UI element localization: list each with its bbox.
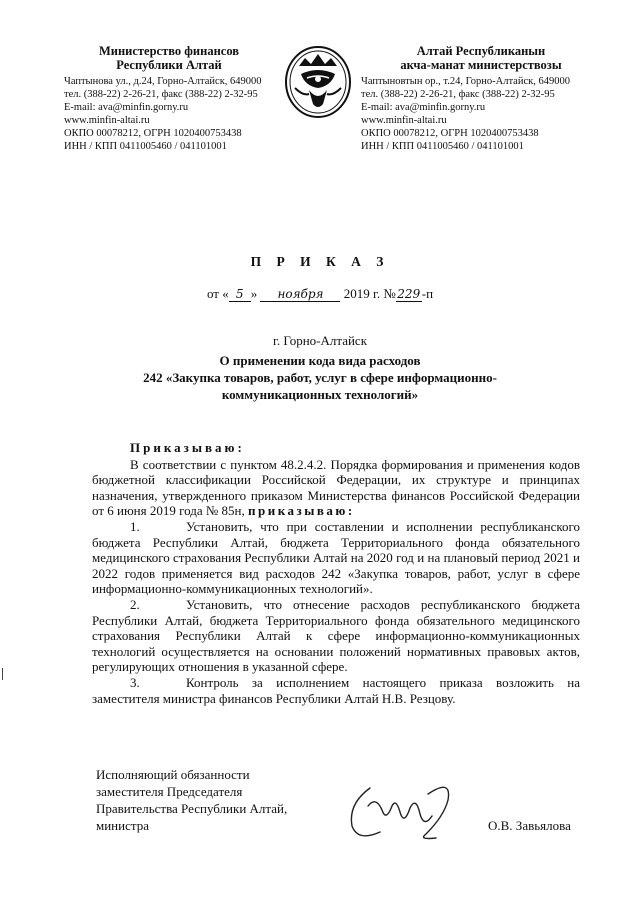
order-item-1 [92,519,580,597]
ministry-email-alt: E-mail: ava@minfin.gorny.ru [361,102,486,113]
ministry-okpo-alt: ОКПО 00078212, ОГРН 1020400753438 [361,128,539,139]
order-heading: Приказываю: [130,440,245,455]
position-line-4: министра [96,818,149,833]
ministry-header-russian [64,44,274,153]
order-month: ноября [260,287,340,302]
item-1-number: 1. [130,518,140,534]
signatory-position [96,766,287,834]
signatory-name: О.В. Завьялова [488,818,571,833]
order-subject [0,352,640,403]
ministry-address-alt: Чаптыновтын ор., т.24, Горно-Алтайск, 649000 [361,76,570,87]
order-date-line [0,286,640,302]
position-line-1: Исполняющий обязанности [96,767,250,782]
order-city: г. Горно-Алтайск [272,333,368,348]
order-body [92,440,580,706]
ministry-inn-alt: ИНН / КПП 0411005460 / 041101001 [361,141,524,152]
intro-emphasis: приказываю: [248,503,355,519]
position-line-3: Правительства Республики Алтай, [96,801,288,816]
ministry-okpo: ОКПО 00078212, ОГРН 1020400753438 [64,128,242,139]
order-day: 5 [229,287,251,302]
order-year: 2019 г. № [343,286,396,301]
intro-text: В соответствии с пунктом 48.2.4.2. Порядка формирования и применения кодов бюджетной классификации Российской Федерации, их структуре и принципах назначения, утвержденного приказом Министерства финансов Российской Федерации от 6 июня 2019 года № 85н, [92,456,580,519]
date-prefix: от « [206,286,229,301]
ministry-phone: тел. (388-22) 2-26-21, факс (388-22) 2-32-95 [64,89,258,100]
ministry-name-line1: Министерство финансов [98,44,240,58]
ministry-name-line2: Республики Алтай [116,58,222,72]
ministry-inn: ИНН / КПП 0411005460 / 041101001 [64,141,227,152]
order-number-suffix: -п [421,286,434,301]
date-mid: » [250,286,258,301]
ministry-website-alt: www.minfin-altai.ru [361,115,447,126]
subject-line-3: коммуникационных технологий» [221,387,419,402]
order-item-2 [92,597,580,675]
ministry-website: www.minfin-altai.ru [64,115,150,126]
item-3-text: Контроль за исполнением настоящего приказа возложить на заместителя министра финансов Республики Алтай Н.В. Резцову. [92,674,580,706]
ministry-email: E-mail: ava@minfin.gorny.ru [64,102,189,113]
ministry-phone-alt: тел. (388-22) 2-26-21, факс (388-22) 2-32-95 [361,89,555,100]
position-line-2: заместителя Председателя [96,784,243,799]
margin-mark [2,668,3,680]
item-3-number: 3. [130,674,140,690]
order-item-3 [92,675,580,706]
ministry-name-alt-line2: акча-манат министерствозы [400,58,562,72]
subject-line-2: 242 «Закупка товаров, работ, услуг в сфере информационно- [143,370,497,385]
order-number: 229 [397,287,421,301]
intro-paragraph [92,457,580,519]
document-title: П Р И К А З [250,254,390,269]
republic-emblem-icon [283,44,353,120]
subject-line-1: О применении кода вида расходов [219,353,421,368]
item-2-number: 2. [130,596,140,612]
ministry-header-altai [361,44,601,153]
item-1-text: Установить, что при составлении и исполнении республиканского бюджета Республики Алтай, бюджета Территориального фонда обязательного медицинского страхования Республики Алтай на 2020 год и на плановый период 2021 и 2022 годов применяется вид расходов 242 «Закупка товаров, работ, услуг в сфере информационно-коммуникационных технологий». [92,518,580,597]
ministry-name-alt-line1: Алтай Республиканын [416,44,546,58]
handwritten-signature [340,776,470,846]
item-2-text: Установить, что отнесение расходов республиканского бюджета Республики Алтай, бюджета Территориального фонда обязательного медицинского страхования Республики Алтай к сфере информационно-коммуникационных технологий осуществляется на основании положений нормативных правовых актов, регулирующих отношения в указанной сфере. [92,596,580,675]
ministry-address: Чаптынова ул., д.24, Горно-Алтайск, 649000 [64,76,262,87]
